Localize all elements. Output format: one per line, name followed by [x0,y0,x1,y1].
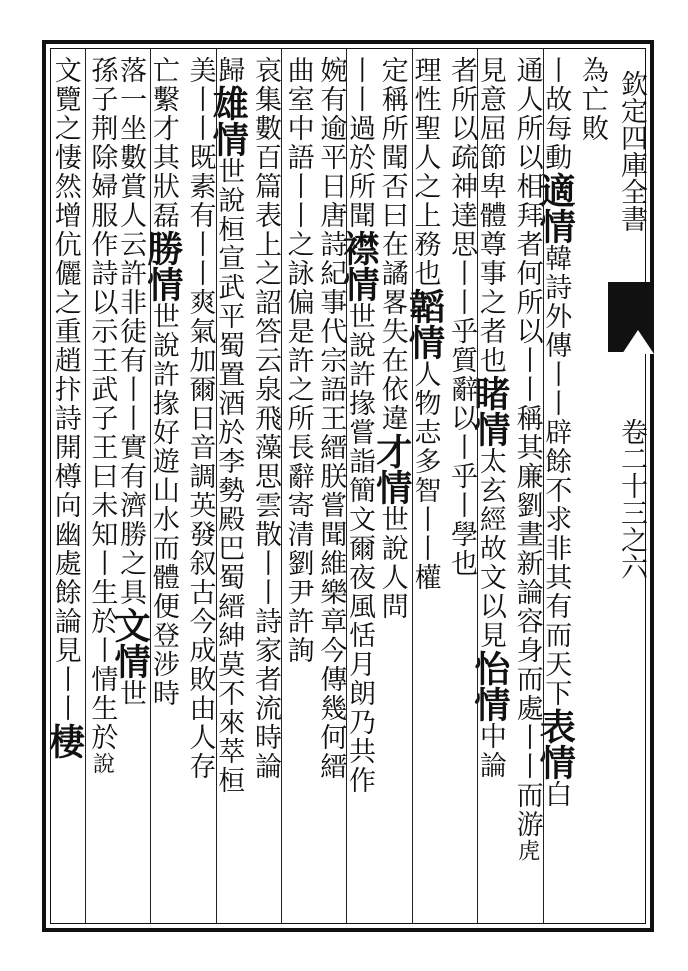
text-column [534,56,577,918]
headword: 睹情 [468,375,511,447]
text-segment: 落一坐數賞 [115,56,147,201]
text-column [141,56,184,918]
text-segment: 美丨丨既素有丨丨爽氣加爾日音調英發叙古今成敗由人存 [184,56,216,781]
text-column [370,56,413,918]
text-segment: 學也 [446,520,478,578]
headword: 雄情 [207,85,250,157]
text-segment: 曲室中語丨丨之詠偏是許之所長辭寄清 [282,56,314,549]
text-segment: 說 [89,752,115,776]
text-segment: 理性聖人之上務也 [409,56,441,288]
text-segment: 世說許掾好遊山水而體便登涉時 [147,302,179,708]
text-segment: 劉尹許詢 [282,549,314,665]
text-segment: 為亡敗 [576,56,608,143]
text-segment: 孫子荆除婦服作詩以示王武子王曰未知丨生於丨情生於 [86,56,118,752]
text-segment: 亡繫才其狀磊 [147,56,179,230]
headword: 韜情 [403,288,446,360]
column-rule [150,48,151,924]
text-segment: 世說人問 [376,505,408,621]
column-rule [346,48,347,924]
text-segment: 中論 [474,722,506,780]
headword: 文情 [109,607,152,679]
library-title: 欽定四庫全書 [616,70,647,232]
text-segment: 見意屈節卑體尊事之者也 [474,56,506,375]
text-segment: 白 [540,780,572,809]
column-rule [477,48,478,924]
headword: 才情 [370,433,413,505]
text-segment: 乎質辭以丨乎丨 [446,317,478,520]
text-column [403,56,446,918]
text-segment: 世 [115,679,147,708]
headword: 棲 [43,723,86,759]
text-segment: 人云許非徒有丨丨實有濟勝之具 [115,201,147,607]
headword: 勝情 [141,230,184,302]
text-segment: 婉有逾平日唐詩紀事代宗語王縉朕嘗聞維樂章今傳幾何縉 [315,56,347,781]
text-segment: 人物志多智丨丨 [409,360,441,563]
headword: 襟情 [338,230,381,302]
column-rule [85,48,86,924]
text-segment: 太玄經故文以見 [474,447,506,650]
text-column [43,56,86,918]
text-column [512,56,541,918]
headword: 表情 [534,708,577,780]
text-column [185,56,214,918]
text-segment: 虎 [514,839,540,863]
text-column [109,56,152,918]
text-segment: 在譎畧失在依違 [376,230,408,433]
text-segment: 世說桓宣武平蜀置酒於李勢殿巴蜀縉紳莫不來萃桓 [213,157,245,795]
text-segment: 世說許掾嘗詣簡文爾夜風恬月朗乃共作 [344,302,376,795]
headword: 適情 [534,172,577,244]
text-segment: 文覽之悽然增伉儷之重趙抃詩開樽向幽處餘論見丨丨 [49,56,81,723]
text-segment: 歸 [213,56,245,85]
text-column [207,56,250,918]
text-column [87,56,116,918]
text-column [446,56,478,918]
text-column [577,56,606,918]
text-column [338,56,381,918]
text-column [316,56,345,918]
text-segment: 哀集數百篇表上之詔答云泉飛藻思雲散丨丨詩家者流時論 [249,56,281,781]
text-segment: 者所以疏神達思丨丨 [446,56,478,317]
text-segment: 定稱所聞否曰 [376,56,408,230]
text-segment: 韓詩外傳丨丨辟餘不求非其有而天下 [540,244,572,708]
text-segment: 通人所以相拜者何所以丨丨 [511,56,543,404]
text-segment: 權 [409,563,441,592]
headword: 怡情 [468,650,511,722]
text-column [283,56,312,918]
volume-number: 卷二十三之六 [616,418,647,580]
fish-tail-notch [622,330,654,354]
text-column [468,56,511,918]
text-column [250,56,279,918]
column-rule [281,48,282,924]
text-segment: 丨故每動 [540,56,572,172]
text-segment: 丨丨過於所聞 [344,56,376,230]
text-segment: 稱其廉劉晝新論容身而處丨丨而游 [511,404,543,839]
